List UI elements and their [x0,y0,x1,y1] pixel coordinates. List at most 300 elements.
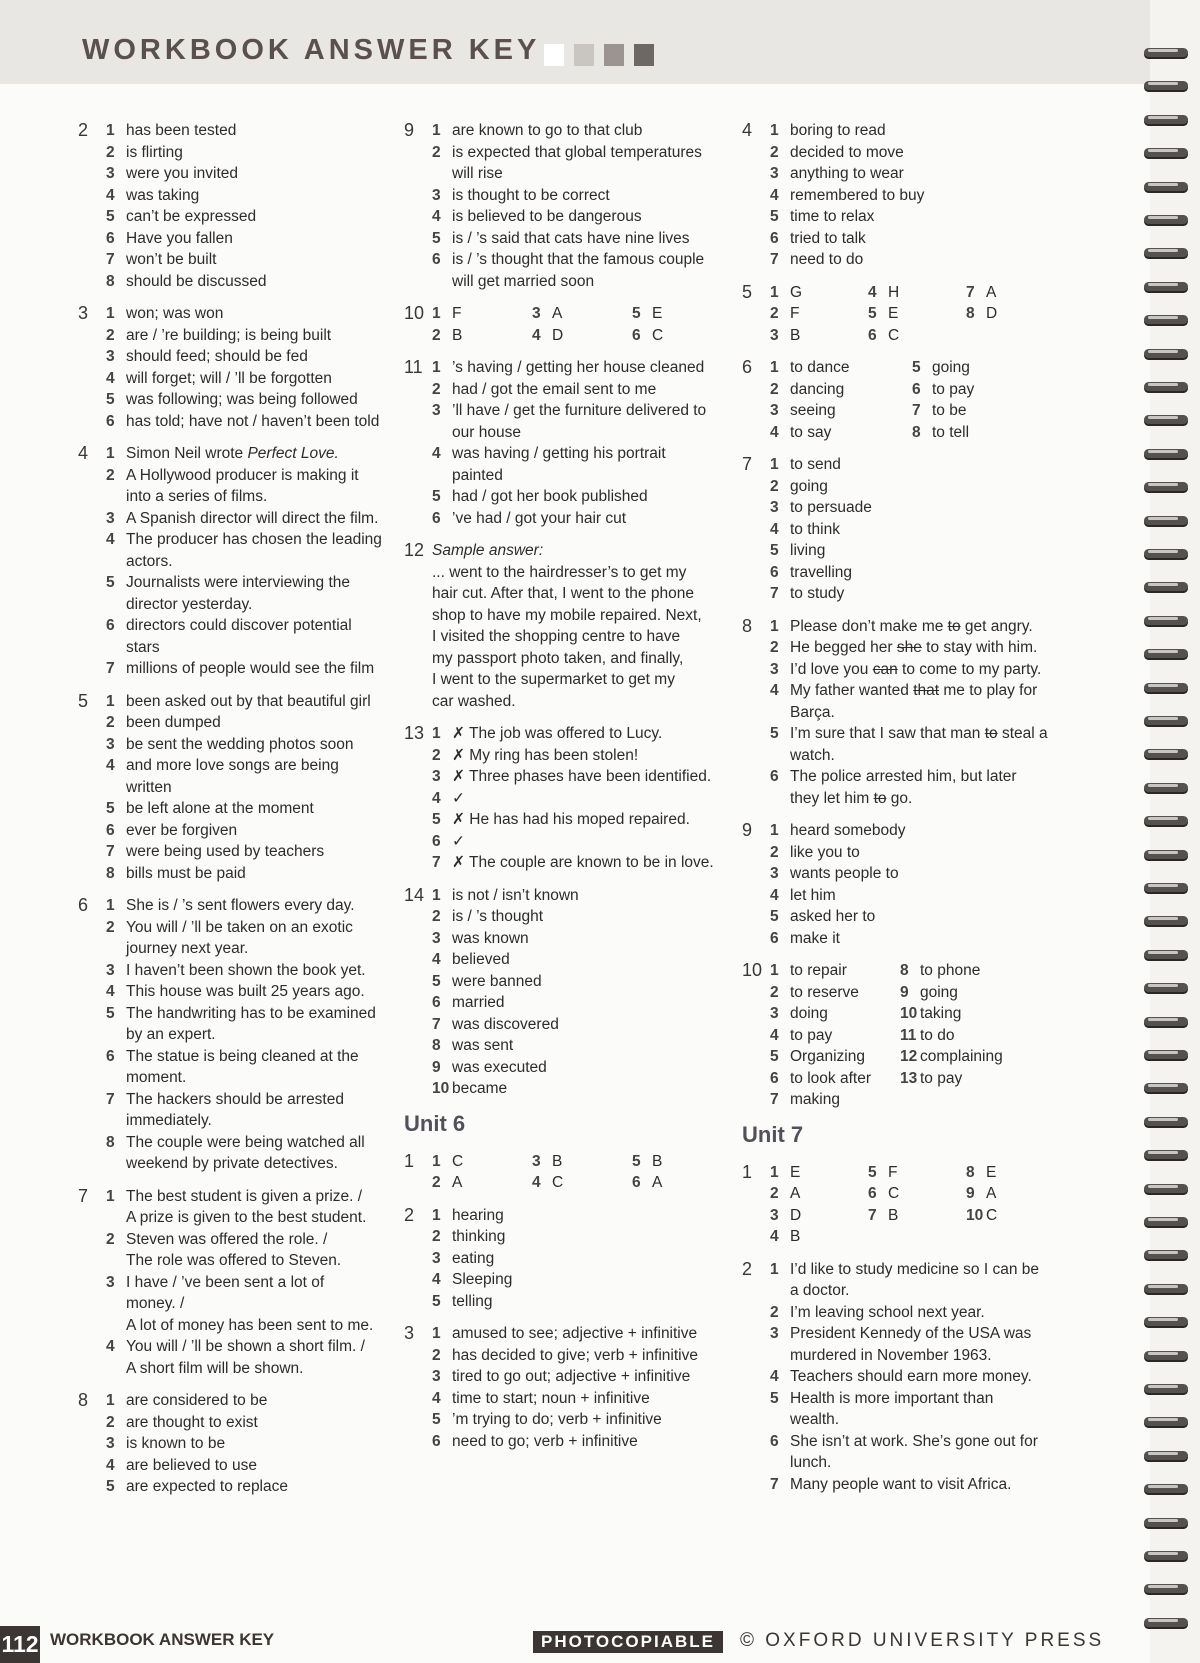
item-number: 3 [432,1368,441,1385]
answer-line: 2 I’m leaving school next year. [770,1302,1072,1324]
item-number: 6 [432,509,441,527]
item-number: 5 [770,1048,779,1065]
answer-cell: 5 F [868,1162,956,1184]
binding-ring [1140,1480,1192,1498]
answer-line: 6 ’ve had / got your hair cut [432,508,734,530]
item-number: 5 [632,305,641,322]
item-number: 9 [966,1185,975,1202]
answer-continuation: Barça. [790,703,835,721]
item-number: 1 [770,1163,779,1181]
answer-cell [868,1226,956,1248]
exercise-number: 10 [404,303,425,323]
item-number: 2 [432,1346,441,1364]
exercise-9 [742,820,1072,949]
item-number: 2 [432,380,441,398]
answer-cell: 5 E [632,303,722,325]
item-number: 7 [868,1206,877,1224]
answer-continuation: moment. [126,1069,187,1086]
item-number: 6 [432,994,441,1011]
answer-line: 10 became [432,1078,734,1100]
answer-line: 4 time to start; noun + infinitive [432,1388,734,1410]
binding-ring [1140,1046,1192,1064]
answer-grid [432,1151,734,1194]
binding-ring [1140,411,1192,429]
exercise-number: 2 [78,120,89,140]
answer-line: 6 married [432,992,734,1014]
column-middle [404,120,734,1463]
answer-line: 1 Please don’t make me to get angry. [770,616,1072,638]
item-number: 3 [770,499,779,516]
exercise-number: 5 [742,281,753,302]
item-number: 4 [106,1338,115,1355]
answer-line: 4 will forget; will / ’ll be forgotten [106,368,398,390]
binding-ring [1140,1447,1192,1465]
item-number: 13 [900,1069,918,1087]
item-number: 7 [432,1015,441,1033]
binding-ring [1140,1213,1192,1231]
exercise-number: 3 [404,1323,415,1343]
answer-line: 4 was taking [106,185,398,207]
answer-line: 6 make it [770,928,1072,950]
binding-ring [1140,77,1192,95]
answer-cell: 3 seeing [770,400,902,422]
answer-line: 5 be left alone at the moment [106,798,398,820]
column-right [742,120,1072,1506]
answer-cell: 4 H [868,282,956,304]
answer-line: 2 going [770,476,1072,498]
item-number: 5 [432,1292,441,1310]
book-title: Perfect Love. [247,445,339,462]
answer-continuation: journey next year. [126,940,249,957]
exercise-6 [78,895,398,1175]
item-number: 8 [912,423,921,441]
answer-line: 3 to persuade [770,497,1072,519]
answer-cell: 7 to be [912,400,1044,422]
answer-cell: 6 A [632,1172,722,1194]
exercise-8 [742,616,1072,810]
answer-line: 4 are believed to use [106,1455,398,1477]
binding-ring [1140,1614,1192,1632]
answer-continuation: stars [126,638,160,656]
answer-line: 4 let him [770,885,1072,907]
answer-line: 1 Simon Neil wrote Perfect Love. [106,443,398,465]
item-number: 6 [432,1432,441,1450]
answer-line: 4 My father wanted that me to play for [770,680,1072,702]
answer-line: 1 I’d like to study medicine so I can be [770,1259,1072,1281]
exercise-2 [78,120,398,292]
item-number: 12 [900,1048,918,1065]
item-number: 2 [770,639,779,656]
item-number: 1 [106,897,115,914]
item-number: 1 [770,122,779,139]
item-number: 5 [432,1411,441,1428]
answer-cell: 6 C [868,1183,956,1205]
answer-line: 4 Sleeping [432,1269,734,1291]
exercise-3 [78,303,398,432]
answer-continuation: A short film will be shown. [126,1359,304,1377]
item-number: 5 [432,488,441,505]
answer-continuation: The role was offered to Steven. [126,1252,342,1269]
answer-line: 5 was following; was being followed [106,389,398,411]
exercise-12 [404,540,734,712]
answer-line: 3 tired to go out; adjective + infinitive [432,1366,734,1388]
item-number: 2 [106,466,115,484]
item-number: 5 [106,800,115,817]
answer-line: 4 to think [770,519,1072,541]
answer-line: 2 Steven was offered the role. / [106,1229,398,1251]
answer-line: 2 had / got the email sent to me [432,379,734,401]
item-number: 3 [106,1273,115,1291]
exercise-number: 13 [404,723,425,743]
answer-line: 7 millions of people would see the film [106,658,398,680]
answer-line: 3 ✗ Three phases have been identified. [432,766,734,788]
item-number: 7 [770,251,779,268]
struck-word: that [913,682,940,699]
answer-line: 3 eating [432,1248,734,1270]
answer-line: 1 amused to see; adjective + infinitive [432,1323,734,1345]
unit6-exercise-3 [404,1323,734,1452]
answer-line: 2 are thought to exist [106,1412,398,1434]
item-number: 1 [106,305,115,322]
answer-line: 5 ✗ He has had his moped repaired. [432,809,734,831]
answer-line: 1 are known to go to that club [432,120,734,142]
answer-line: 1 heard somebody [770,820,1072,842]
exercise-8 [78,1390,398,1498]
exercise-5 [78,691,398,885]
item-number: 6 [106,229,115,247]
item-number: 1 [432,1206,441,1224]
exercise-number: 4 [78,443,89,463]
item-number: 3 [432,186,441,204]
decor-square [544,44,564,66]
item-number: 7 [106,843,115,860]
item-number: 9 [900,983,909,1001]
item-number: 3 [770,1206,779,1224]
answer-grid [770,282,1072,347]
answer-line: 2 decided to move [770,142,1072,164]
item-number: 2 [106,1413,115,1431]
item-number: 5 [770,208,779,225]
item-number: 6 [106,821,115,839]
item-number: 1 [106,1392,115,1409]
item-number: 11 [900,1026,917,1044]
answer-cell: 7 making [770,1089,890,1111]
answer-line: 3 were you invited [106,163,398,185]
decor-square [604,44,624,66]
struck-word: to [873,789,887,807]
item-number: 3 [432,402,441,419]
item-number: 2 [106,326,115,344]
item-number: 5 [770,725,779,742]
item-number: 3 [770,1005,779,1022]
item-number: 5 [770,542,779,559]
item-number: 6 [868,1185,877,1202]
answer-line: 7 won’t be built [106,249,398,271]
binding-ring [1140,244,1192,262]
item-number: 5 [106,208,115,225]
answer-cell [966,1226,1054,1248]
item-number: 6 [770,1069,779,1087]
struck-word: to [947,617,961,635]
answer-line: 2 is flirting [106,142,398,164]
item-number: 7 [106,1090,115,1108]
item-number: 7 [770,1475,779,1493]
answer-line: 4 Teachers should earn more money. [770,1366,1072,1388]
answer-line: 9 was executed [432,1057,734,1079]
item-number: 4 [770,520,779,538]
answer-line: 6 is / ’s thought that the famous couple [432,249,734,271]
item-number: 6 [912,380,921,398]
item-number: 6 [770,563,779,581]
exercise-number: 1 [404,1150,415,1171]
item-number: 5 [912,359,921,376]
answer-line: 4 and more love songs are being [106,755,398,777]
answer-line: 6 Have you fallen [106,228,398,250]
item-number: 1 [770,359,779,376]
answer-line: 1 hearing [432,1205,734,1227]
answer-line: 2 You will / ’ll be taken on an exotic [106,917,398,939]
answer-line: 1 has been tested [106,120,398,142]
answer-line: 1 ’s having / getting her house cleaned [432,357,734,379]
answer-cell: 7 B [868,1205,956,1227]
answer-line: 8 was sent [432,1035,734,1057]
item-number: 7 [770,585,779,602]
item-number: 1 [770,962,779,979]
item-number: 2 [770,305,779,322]
exercise-number: 10 [742,960,763,980]
answer-line: 2 A Hollywood producer is making it [106,465,398,487]
answer-line: 2 is expected that global temperatures [432,142,734,164]
item-number: 1 [770,617,779,635]
answer-line: 4 remembered to buy [770,185,1072,207]
answer-continuation: our house [452,423,521,441]
answer-continuation: weekend by private detectives. [126,1155,338,1172]
binding-ring [1140,111,1192,129]
answer-line: 7 ✗ The couple are known to be in love. [432,852,734,874]
exercise-number: 9 [404,120,415,140]
item-number: 4 [532,1174,541,1191]
answer-line: 6 ✓ [432,831,734,853]
answer-line: 4 believed [432,949,734,971]
item-number: 2 [432,908,441,925]
exercise-number: 1 [742,1161,753,1182]
exercise-number: 4 [742,120,753,140]
binding-ring [1140,1246,1192,1264]
item-number: 1 [106,122,115,139]
exercise-6 [742,357,1072,443]
item-number: 7 [912,402,921,419]
binding-ring [1140,44,1192,62]
answer-cell: 2 to reserve [770,982,890,1004]
struck-word: to [984,725,998,742]
answer-cell: 4 B [770,1226,858,1248]
answer-grid [770,357,1072,443]
item-number: 5 [432,972,441,990]
unit-heading: Unit 6 [404,1110,466,1136]
answer-continuation: will rise [452,165,503,182]
item-number: 6 [632,326,641,344]
answer-line: 5 asked her to [770,906,1072,928]
answer-line: 1 ✗ The job was offered to Lucy. [432,723,734,745]
exercise-number: 11 [404,357,423,377]
struck-word: she [896,639,922,656]
answer-line: 2 thinking [432,1226,734,1248]
item-number: 5 [106,391,115,408]
answer-line: 1 The best student is given a prize. / [106,1186,398,1208]
answer-line: 2 are / ’re building; is being built [106,325,398,347]
item-number: 7 [106,251,115,268]
item-number: 6 [770,768,779,785]
binding-ring [1140,1146,1192,1164]
answer-continuation: wealth. [790,1411,840,1428]
answer-continuation: A lot of money has been sent to me. [126,1316,374,1334]
item-number: 8 [900,962,909,979]
answer-cell: 8 D [966,303,1054,325]
binding-ring [1140,679,1192,697]
binding-ring [1140,645,1192,663]
answer-line: 2 is / ’s thought [432,906,734,928]
answer-continuation: painted [452,466,503,484]
item-number: 2 [432,1228,441,1245]
exercise-10 [404,303,734,346]
answer-cell: 1 to repair [770,960,890,982]
item-number: 1 [770,283,779,301]
binding-ring [1140,1347,1192,1365]
unit7-exercise-2 [742,1259,1072,1496]
decor-square [574,44,594,66]
exercise-number: 3 [78,303,89,323]
answer-line: 2 ✗ My ring has been stolen! [432,745,734,767]
unit6-exercise-2 [404,1205,734,1313]
item-number: 6 [106,617,115,634]
item-number: 6 [432,251,441,268]
item-number: 3 [106,961,115,979]
answer-line: 4 You will / ’ll be shown a short film. / [106,1336,398,1358]
binding-ring [1140,846,1192,864]
answer-cell: 5 B [632,1151,722,1173]
binding-ring [1140,779,1192,797]
item-number: 4 [432,951,441,968]
item-number: 8 [106,272,115,290]
binding-ring [1140,1514,1192,1532]
item-number: 9 [432,1058,441,1076]
item-number: 2 [432,1174,441,1191]
answer-line: 1 to send [770,454,1072,476]
answer-cell: 2 B [432,325,522,347]
item-number: 2 [770,477,779,495]
answer-line: 1 been asked out by that beautiful girl [106,691,398,713]
answer-continuation: by an expert. [126,1026,216,1043]
answer-line: 6 tried to talk [770,228,1072,250]
answer-cell: 4 to say [770,422,902,444]
binding-ring [1140,1580,1192,1598]
sample-answer-line: ... went to the hairdresser’s to get my [432,563,687,581]
item-number: 2 [106,1230,115,1248]
item-number: 8 [106,1133,115,1151]
item-number: 5 [432,229,441,247]
item-number: 4 [770,423,779,441]
binding-ring [1140,1413,1192,1431]
exercise-4 [742,120,1072,271]
spiral-binding [1140,30,1200,1660]
binding-ring [1140,1280,1192,1298]
sample-answer-heading: Sample answer: [432,542,544,559]
item-number: 2 [770,1303,779,1321]
answer-line: 5 ’m trying to do; verb + infinitive [432,1409,734,1431]
answer-line: 2 like you to [770,842,1072,864]
binding-ring [1140,178,1192,196]
answer-cell: 10 C [966,1205,1054,1227]
item-number: 3 [770,326,779,344]
answer-line: 1 She is / ’s sent flowers every day. [106,895,398,917]
exercise-number: 9 [742,820,753,840]
exercise-9 [404,120,734,292]
answer-cell: 2 F [770,303,858,325]
answer-line: 5 I’m sure that I saw that man to steal a [770,723,1072,745]
answer-cell [900,1089,1030,1111]
item-number: 3 [532,305,541,322]
item-number: 2 [106,714,115,731]
item-number: 1 [106,692,115,710]
item-number: 4 [770,1228,779,1245]
answer-cell: 9 going [900,982,1030,1004]
answer-continuation: actors. [126,552,173,570]
item-number: 5 [432,811,441,828]
item-number: 8 [966,305,975,322]
struck-word: can [872,660,898,678]
answer-line: 5 The handwriting has to be examined [106,1003,398,1025]
item-number: 3 [432,768,441,785]
binding-ring [1140,879,1192,897]
binding-ring [1140,211,1192,229]
item-number: 1 [432,725,441,742]
binding-ring [1140,712,1192,730]
item-number: 6 [106,412,115,430]
item-number: 4 [770,886,779,904]
item-number: 1 [770,822,779,839]
binding-ring [1140,1547,1192,1565]
item-number: 3 [770,865,779,882]
column-left [78,120,398,1509]
photocopiable-badge: PHOTOCOPIABLE [533,1631,723,1653]
answer-line: 6 The statue is being cleaned at the [106,1046,398,1068]
item-number: 4 [432,789,441,807]
item-number: 4 [106,757,115,774]
item-number: 3 [106,1435,115,1452]
binding-ring [1140,445,1192,463]
item-number: 8 [966,1163,975,1181]
item-number: 3 [770,660,779,678]
item-number: 5 [106,1478,115,1495]
answer-cell: 5 Organizing [770,1046,890,1068]
item-number: 10 [432,1080,450,1097]
answer-continuation: lunch. [790,1454,832,1471]
item-number: 4 [770,186,779,204]
answer-line: 8 The couple were being watched all [106,1132,398,1154]
answer-cell: 13 to pay [900,1068,1030,1090]
answer-cell: 2 A [770,1183,858,1205]
answer-line: 6 The police arrested him, but later [770,766,1072,788]
decor-square [634,44,654,66]
sample-answer-line: car washed. [432,692,516,710]
answer-line: 3 anything to wear [770,163,1072,185]
answer-line: 3 A Spanish director will direct the film. [106,508,398,530]
exercise-number: 7 [742,454,753,474]
item-number: 1 [432,1325,441,1342]
item-number: 4 [770,1026,779,1044]
answer-cell: 1 E [770,1162,858,1184]
answer-line: 4 ✓ [432,788,734,810]
